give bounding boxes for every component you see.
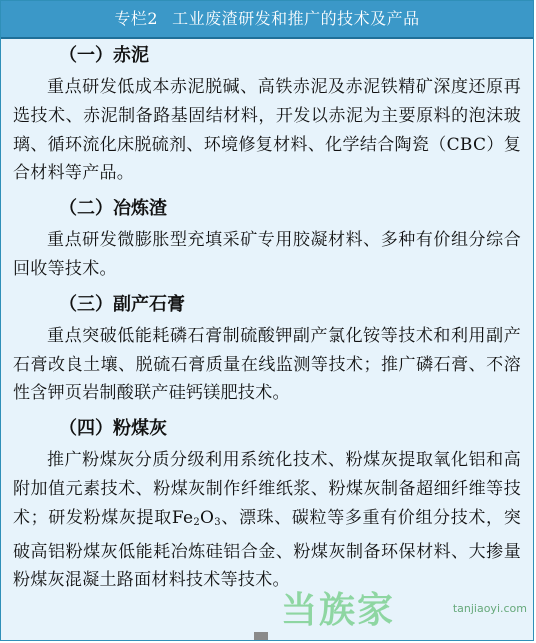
column-label: 专栏2 [114,9,159,28]
section-title: （一）赤泥 [59,45,149,66]
watermark-url: tanjiaoyi.com [452,602,527,615]
section-title: （二）冶炼渣 [59,198,167,220]
section-fly-ash [13,412,521,595]
section-body [13,446,521,595]
section-title: （三）副产石膏 [59,293,185,315]
section-byproduct-gypsum [13,288,521,408]
section-smelting-slag [13,192,521,284]
column-title: 工业废渣研发和推广的技术及产品 [172,9,420,28]
body-text: 、漂珠、碳粒等多重有价组分技术，突破高铝粉煤灰低能耗冶炼硅铝合金、粉煤灰制备环保材料、大掺量粉煤灰混凝土路面材料技术等技术。 [13,507,521,591]
section-title: （四）粉煤灰 [59,418,167,440]
watermark-text: 当族家 [281,590,396,631]
body-text: O [200,507,215,528]
section-body: 重点突破低能耗磷石膏制硫酸钾副产氯化铵等技术和利用副产石膏改良土壤、脱硫石膏质量在线监测等技术；推广磷石膏、不溶性含钾页岩制酸联产硅钙镁肥技术。 [13,325,521,404]
body-text: 推广粉煤灰分质分级利用系统化技术、粉煤灰提取氧化铝和高附加值元素技术、粉煤灰制作纤维纸浆、粉煤灰制备超细纤维等技术；研发粉煤灰提取Fe [13,450,521,528]
subscript: 2 [193,516,201,528]
column-header [1,1,533,39]
section-body: 重点研发微膨胀型充填采矿专用胶凝材料、多种有价组分综合回收等技术。 [13,230,521,279]
subscript: 3 [214,516,221,528]
scroll-handle[interactable] [254,632,268,640]
column-content [1,39,533,595]
section-red-mud [13,39,521,188]
section-body: 重点研发低成本赤泥脱碱、高铁赤泥及赤泥铁精矿深度还原再选技术、赤泥制备路基固结材料，开发以赤泥为主要原料的泡沫玻璃、循环流化床脱硫剂、环境修复材料、化学结合陶瓷（CBC）复合材料等产品。 [13,77,521,184]
